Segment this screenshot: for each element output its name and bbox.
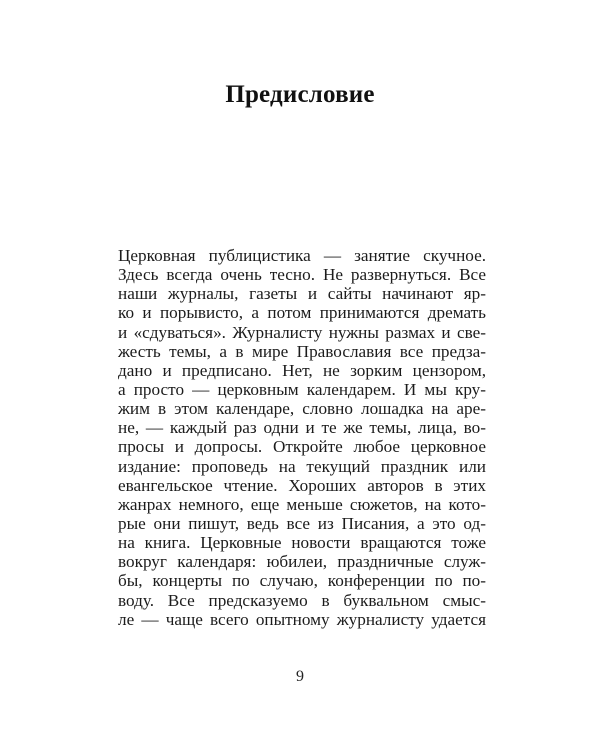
text-line: и «сдуваться». Журналисту нужны размах и све- bbox=[118, 322, 486, 342]
text-line: наши журналы, газеты и сайты начинают яр- bbox=[118, 284, 486, 304]
text-line: дано и предписано. Нет, не зорким цензором, bbox=[118, 360, 486, 380]
text-line: жим в этом календаре, словно лошадка на аре- bbox=[118, 399, 486, 419]
text-line: не, — каждый раз одни и те же темы, лица, во- bbox=[118, 418, 486, 438]
text-line: Церковная публицистика — занятие скучное. bbox=[118, 246, 486, 265]
text-line: евангельское чтение. Хороших авторов в этих bbox=[118, 475, 486, 495]
page-number: 9 bbox=[296, 668, 304, 685]
text-line: на книга. Церковные новости вращаются тоже bbox=[118, 533, 486, 553]
text-line: бы, концерты по случаю, конференции по по- bbox=[118, 571, 486, 591]
text-line: жесть темы, а в мире Православия все предза- bbox=[118, 341, 486, 361]
text-line: издание: проповедь на текущий праздник или bbox=[118, 456, 486, 476]
text-line: ле — чаще всего опытному журналисту удается bbox=[118, 609, 486, 629]
text-line: просы и допросы. Откройте любое церковное bbox=[118, 437, 486, 457]
text-line: ко и порывисто, а потом принимаются дремать bbox=[118, 303, 486, 323]
text-line: рые они пишут, ведь все из Писания, а это од- bbox=[118, 513, 486, 533]
text-line: а просто — церковным календарем. И мы кру- bbox=[118, 379, 486, 399]
text-line: вокруг календаря: юбилеи, праздничные служ- bbox=[118, 552, 486, 572]
text-line: воду. Все предсказуемо в буквальном смыс- bbox=[118, 590, 486, 610]
text-line: Здесь всегда очень тесно. Не развернуться. Все bbox=[118, 265, 486, 285]
page-title: Предисловие bbox=[225, 80, 375, 108]
body-text bbox=[118, 246, 486, 629]
text-line: жанрах немного, еще меньше сюжетов, на кото- bbox=[118, 494, 486, 514]
